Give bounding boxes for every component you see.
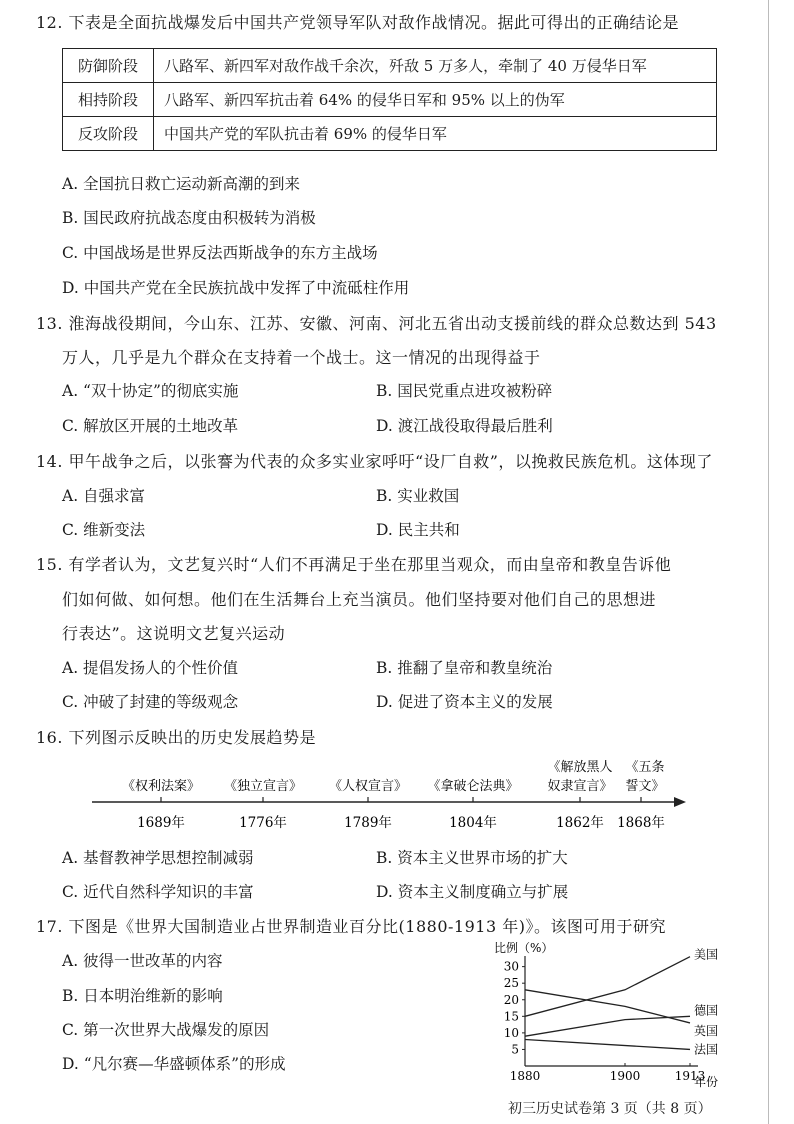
q14-stem: 14. 甲午战争之后，以张謇为代表的众多实业家呼吁“设厂自救”，以挽救民族危机。这体现了 — [36, 452, 713, 471]
q14-option-b: B. 实业救国 — [376, 487, 460, 505]
q12-option-b: B. 国民政府抗战态度由积极转为消极 — [62, 209, 316, 227]
q17-stem: 17. 下图是《世界大国制造业占世界制造业百分比(1880-1913 年)》。该图可用于研究 — [36, 917, 666, 936]
q17-option-c: C. 第一次世界大战爆发的原因 — [62, 1021, 270, 1039]
q17-line-chart — [480, 938, 730, 1092]
chart-x-tick-label: 1900 — [609, 1069, 641, 1083]
timeline-doc-label: 誓文》 — [625, 779, 665, 794]
q15-stem-line2: 们如何做、如何想。他们在生活舞台上充当演员。他们坚持要对他们自己的思想进 — [62, 590, 657, 609]
q12-option-c: C. 中国战场是世界反法西斯战争的东方主战场 — [62, 244, 378, 262]
chart-series-line — [525, 1040, 690, 1050]
content-cell: 八路军、新四军抗击着 64% 的侵华日军和 95% 以上的伪军 — [154, 83, 717, 117]
chart-series-label: 法国 — [694, 1042, 719, 1057]
q14-option-c: C. 维新变法 — [62, 521, 146, 539]
timeline-doc-label: 《权利法案》 — [121, 779, 201, 794]
q17-option-b: B. 日本明治维新的影响 — [62, 987, 223, 1005]
timeline-year-label: 1862年 — [556, 815, 604, 831]
chart-series-label: 英国 — [694, 1023, 719, 1038]
stage-cell: 防御阶段 — [63, 49, 154, 83]
q12-option-d: D. 中国共产党在全民族抗战中发挥了中流砥柱作用 — [62, 279, 410, 297]
chart-x-tick-label: 1913 — [674, 1069, 706, 1083]
q15-option-d: D. 促进了资本主义的发展 — [376, 693, 553, 711]
chart-y-label: 比例（%） — [494, 941, 554, 955]
q13-stem-line1: 13. 淮海战役期间，今山东、江苏、安徽、河南、河北五省出动支援前线的群众总数达到 543 — [36, 314, 717, 333]
q17-option-a: A. 彼得一世改革的内容 — [62, 952, 223, 970]
chart-y-tick-label: 10 — [503, 1025, 519, 1040]
chart-y-tick-label: 20 — [503, 992, 519, 1007]
chart-y-tick-label: 15 — [503, 1009, 519, 1024]
chart-series-label: 美国 — [694, 947, 719, 962]
content-cell: 八路军、新四军对敌作战千余次，歼敌 5 万多人，牵制了 40 万侵华日军 — [154, 49, 717, 83]
stage-cell: 反攻阶段 — [63, 117, 154, 151]
q13-option-a: A. “双十协定”的彻底实施 — [62, 382, 239, 400]
table-row — [63, 83, 717, 117]
q17-option-d: D. “凡尔赛—华盛顿体系”的形成 — [62, 1055, 286, 1073]
q13-option-c: C. 解放区开展的土地改革 — [62, 417, 239, 435]
q15-stem-line3: 行表达”。这说明文艺复兴运动 — [62, 624, 286, 643]
timeline-year-label: 1804年 — [449, 815, 497, 831]
chart-series-line — [525, 1016, 690, 1036]
chart-series-line — [525, 957, 690, 1017]
timeline-doc-label: 《独立宣言》 — [223, 779, 303, 794]
q15-option-b: B. 推翻了皇帝和教皇统治 — [376, 659, 553, 677]
chart-y-tick-label: 5 — [511, 1042, 519, 1057]
q15-option-c: C. 冲破了封建的等级观念 — [62, 693, 239, 711]
timeline-year-label: 1789年 — [344, 815, 392, 831]
q15-option-a: A. 提倡发扬人的个性价值 — [62, 659, 239, 677]
q13-option-d: D. 渡江战役取得最后胜利 — [376, 417, 553, 435]
q16-stem: 16. 下列图示反映出的历史发展趋势是 — [36, 728, 317, 747]
timeline-doc-label: 奴隶宣言》 — [547, 779, 613, 794]
timeline-arrow-icon — [674, 797, 686, 807]
q12-stem: 12. 下表是全面抗战爆发后中国共产党领导军队对敌作战情况。据此可得出的正确结论是 — [36, 13, 680, 32]
chart-x-tick-label: 1880 — [509, 1069, 541, 1083]
content-cell: 中国共产党的军队抗击着 69% 的侵华日军 — [154, 117, 717, 151]
q14-option-a: A. 自强求富 — [62, 487, 146, 505]
q16-option-a: A. 基督教神学思想控制减弱 — [62, 849, 254, 867]
q16-option-b: B. 资本主义世界市场的扩大 — [376, 849, 568, 867]
page-footer: 初三历史试卷第 3 页（共 8 页） — [508, 1101, 712, 1117]
q14-option-d: D. 民主共和 — [376, 521, 460, 539]
chart-series-label: 德国 — [694, 1003, 719, 1018]
table-row — [63, 117, 717, 151]
q16-timeline — [80, 755, 700, 835]
timeline-doc-label: 《解放黑人 — [547, 760, 613, 775]
timeline-doc-label: 《五条 — [625, 760, 665, 775]
q15-stem-line1: 15. 有学者认为，文艺复兴时“人们不再满足于坐在那里当观众，而由皇帝和教皇告诉他 — [36, 555, 672, 574]
chart-x-label: 年份 — [693, 1075, 719, 1089]
q13-option-b: B. 国民党重点进攻被粉碎 — [376, 382, 553, 400]
timeline-year-label: 1868年 — [617, 815, 665, 831]
q12-option-a: A. 全国抗日救亡运动新高潮的到来 — [62, 175, 301, 193]
q13-stem-line2: 万人，几乎是九个群众在支持着一个战士。这一情况的出现得益于 — [62, 348, 541, 367]
stage-cell: 相持阶段 — [63, 83, 154, 117]
chart-y-tick-label: 25 — [503, 976, 519, 991]
timeline-doc-label: 《人权宣言》 — [328, 779, 408, 794]
chart-y-tick-label: 30 — [503, 959, 519, 974]
timeline-year-label: 1689年 — [137, 815, 185, 831]
timeline-year-label: 1776年 — [239, 815, 287, 831]
table-row — [63, 49, 717, 83]
timeline-doc-label: 《拿破仑法典》 — [427, 779, 519, 794]
q16-option-d: D. 资本主义制度确立与扩展 — [376, 883, 569, 901]
q16-option-c: C. 近代自然科学知识的丰富 — [62, 883, 254, 901]
q12-table — [62, 48, 717, 151]
margin-rule — [768, 0, 769, 1124]
